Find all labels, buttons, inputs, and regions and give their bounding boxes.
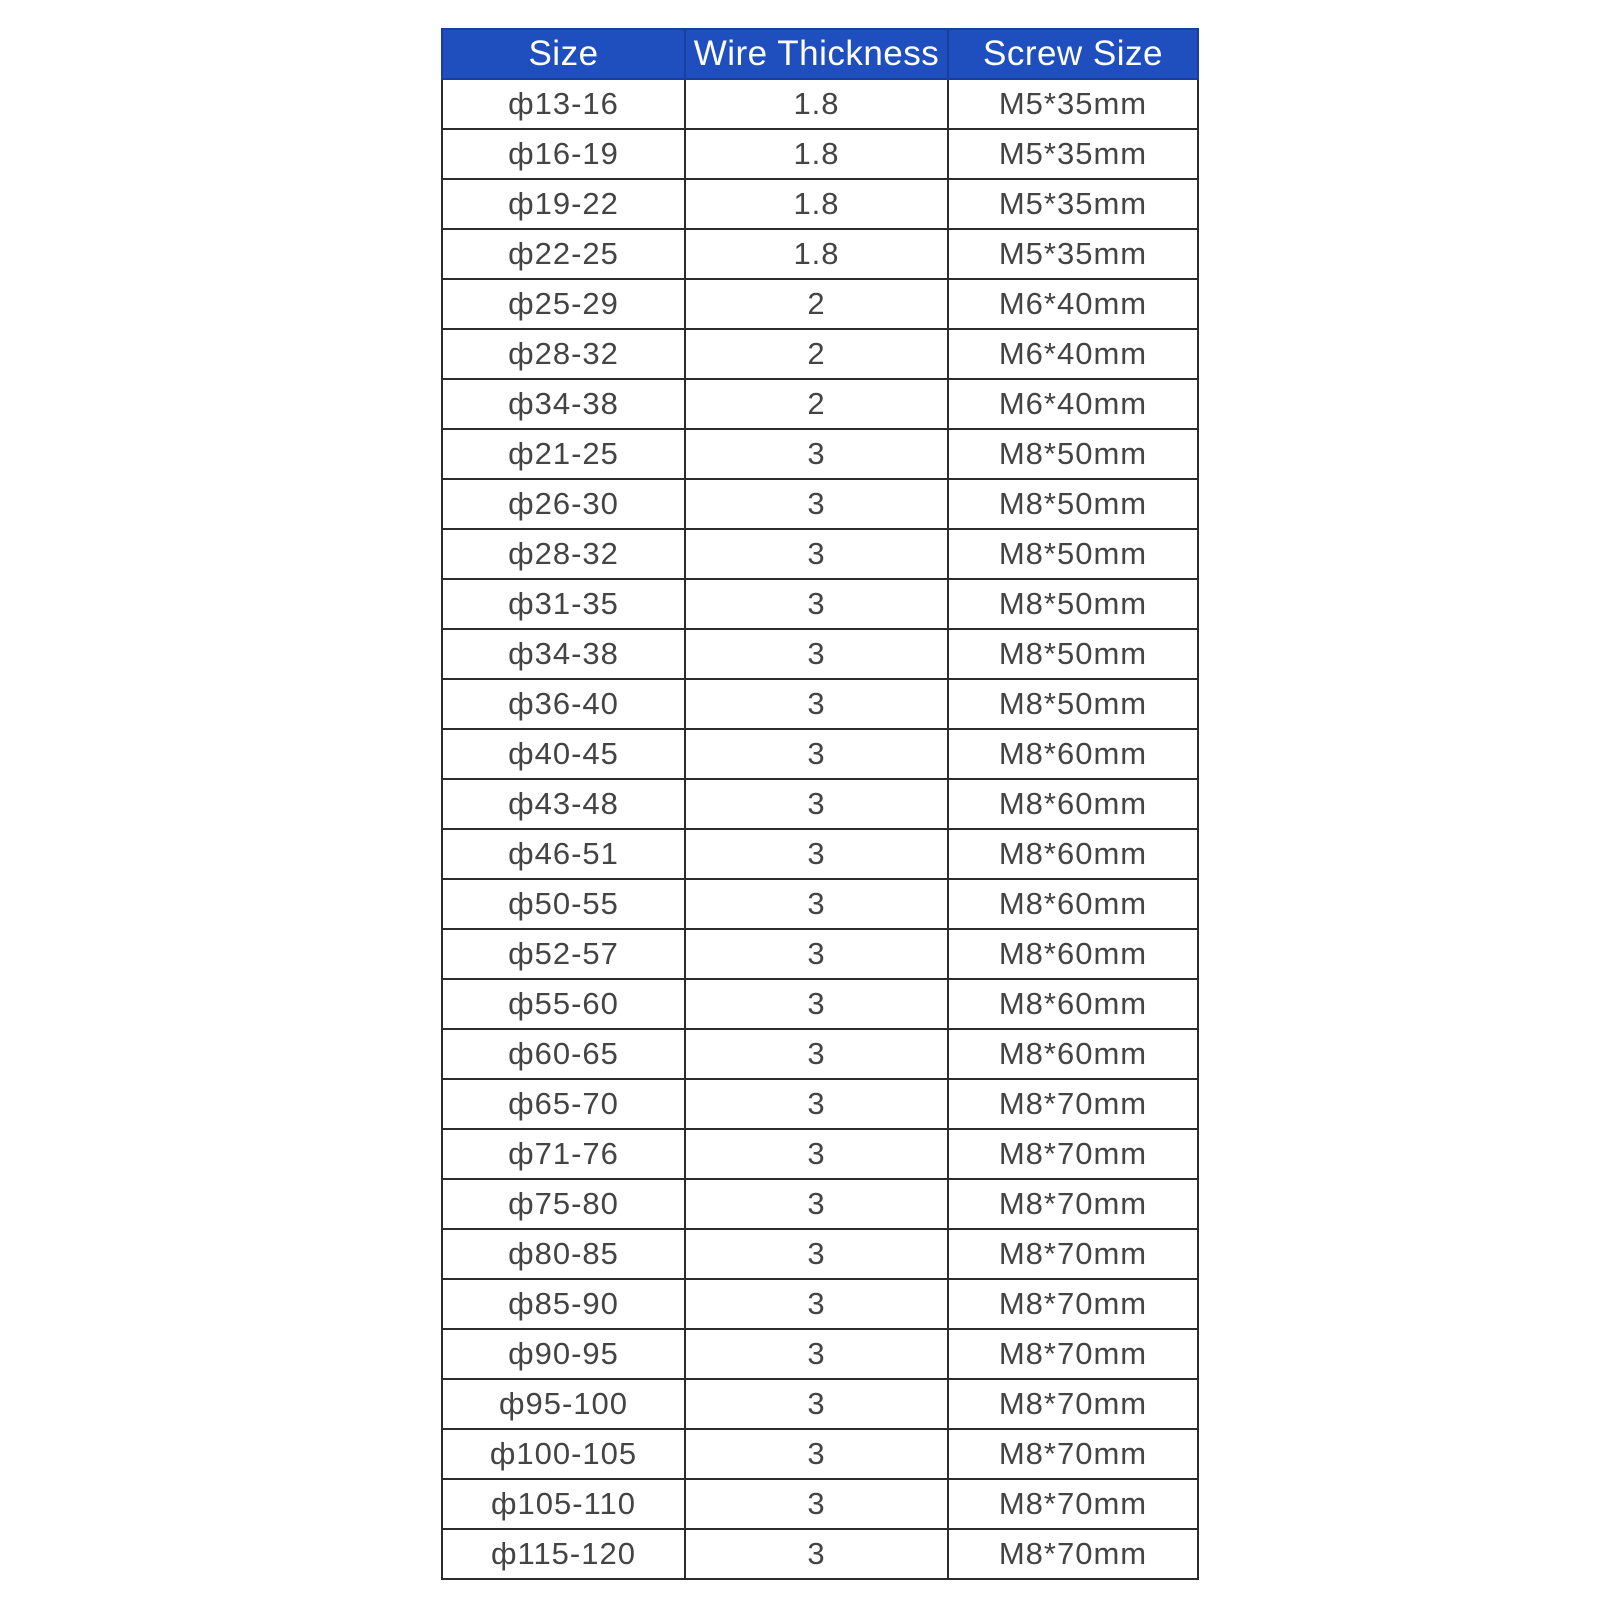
column-header-screw-size: Screw Size (948, 29, 1198, 79)
table-body (442, 79, 1198, 1579)
screw-size-cell: M8*60mm (948, 879, 1198, 929)
screw-size-cell: M8*50mm (948, 629, 1198, 679)
wire-thickness-cell: 3 (685, 629, 948, 679)
wire-thickness-cell: 3 (685, 579, 948, 629)
size-cell: ф46-51 (442, 829, 685, 879)
size-cell: ф71-76 (442, 1129, 685, 1179)
table-row (442, 779, 1198, 829)
wire-thickness-cell: 3 (685, 1479, 948, 1529)
column-header-size: Size (442, 29, 685, 79)
size-cell: ф115-120 (442, 1529, 685, 1579)
size-cell: ф55-60 (442, 979, 685, 1029)
wire-thickness-cell: 3 (685, 1379, 948, 1429)
screw-size-cell: M8*70mm (948, 1079, 1198, 1129)
screw-size-cell: M8*70mm (948, 1279, 1198, 1329)
screw-size-cell: M8*70mm (948, 1379, 1198, 1429)
wire-thickness-cell: 2 (685, 329, 948, 379)
size-cell: ф52-57 (442, 929, 685, 979)
size-cell: ф34-38 (442, 629, 685, 679)
table-row (442, 1529, 1198, 1579)
size-cell: ф16-19 (442, 129, 685, 179)
table-row (442, 1379, 1198, 1429)
wire-thickness-cell: 2 (685, 379, 948, 429)
screw-size-cell: M8*70mm (948, 1529, 1198, 1579)
wire-thickness-cell: 3 (685, 529, 948, 579)
size-cell: ф43-48 (442, 779, 685, 829)
screw-size-cell: M8*70mm (948, 1229, 1198, 1279)
table-row (442, 179, 1198, 229)
size-cell: ф13-16 (442, 79, 685, 129)
table-row (442, 379, 1198, 429)
spec-table (441, 28, 1199, 1580)
screw-size-cell: M8*50mm (948, 679, 1198, 729)
wire-thickness-cell: 1.8 (685, 229, 948, 279)
table-row (442, 529, 1198, 579)
screw-size-cell: M8*70mm (948, 1329, 1198, 1379)
screw-size-cell: M8*60mm (948, 829, 1198, 879)
screw-size-cell: M8*70mm (948, 1479, 1198, 1529)
table-row (442, 1129, 1198, 1179)
screw-size-cell: M8*50mm (948, 579, 1198, 629)
size-cell: ф36-40 (442, 679, 685, 729)
wire-thickness-cell: 3 (685, 1529, 948, 1579)
size-cell: ф21-25 (442, 429, 685, 479)
size-cell: ф28-32 (442, 329, 685, 379)
screw-size-cell: M5*35mm (948, 229, 1198, 279)
wire-thickness-cell: 3 (685, 1429, 948, 1479)
table-row (442, 1029, 1198, 1079)
size-cell: ф25-29 (442, 279, 685, 329)
screw-size-cell: M8*50mm (948, 429, 1198, 479)
table-row (442, 679, 1198, 729)
screw-size-cell: M5*35mm (948, 129, 1198, 179)
size-cell: ф105-110 (442, 1479, 685, 1529)
wire-thickness-cell: 3 (685, 929, 948, 979)
screw-size-cell: M8*70mm (948, 1179, 1198, 1229)
wire-thickness-cell: 3 (685, 1079, 948, 1129)
wire-thickness-cell: 3 (685, 1329, 948, 1379)
screw-size-cell: M8*70mm (948, 1429, 1198, 1479)
wire-thickness-cell: 3 (685, 829, 948, 879)
wire-thickness-cell: 3 (685, 479, 948, 529)
wire-thickness-cell: 1.8 (685, 179, 948, 229)
wire-thickness-cell: 3 (685, 1279, 948, 1329)
wire-thickness-cell: 3 (685, 1229, 948, 1279)
screw-size-cell: M5*35mm (948, 179, 1198, 229)
screw-size-cell: M8*60mm (948, 929, 1198, 979)
wire-thickness-cell: 3 (685, 1179, 948, 1229)
table-row (442, 1079, 1198, 1129)
screw-size-cell: M8*50mm (948, 529, 1198, 579)
table-row (442, 279, 1198, 329)
table-header (442, 29, 1198, 79)
size-cell: ф34-38 (442, 379, 685, 429)
table-row (442, 1429, 1198, 1479)
wire-thickness-cell: 3 (685, 779, 948, 829)
table-row (442, 1279, 1198, 1329)
table-row (442, 1479, 1198, 1529)
size-cell: ф85-90 (442, 1279, 685, 1329)
size-cell: ф50-55 (442, 879, 685, 929)
size-cell: ф22-25 (442, 229, 685, 279)
wire-thickness-cell: 1.8 (685, 129, 948, 179)
size-cell: ф80-85 (442, 1229, 685, 1279)
screw-size-cell: M8*50mm (948, 479, 1198, 529)
table-row (442, 1229, 1198, 1279)
table-row (442, 429, 1198, 479)
table-row (442, 329, 1198, 379)
screw-size-cell: M6*40mm (948, 379, 1198, 429)
screw-size-cell: M8*70mm (948, 1129, 1198, 1179)
table-row (442, 579, 1198, 629)
table-row (442, 229, 1198, 279)
size-cell: ф26-30 (442, 479, 685, 529)
table-row (442, 979, 1198, 1029)
screw-size-cell: M5*35mm (948, 79, 1198, 129)
column-header-wire-thickness: Wire Thickness (685, 29, 948, 79)
size-cell: ф31-35 (442, 579, 685, 629)
screw-size-cell: M8*60mm (948, 1029, 1198, 1079)
table-row (442, 829, 1198, 879)
table-row (442, 79, 1198, 129)
size-cell: ф19-22 (442, 179, 685, 229)
table-row (442, 729, 1198, 779)
table-row (442, 479, 1198, 529)
size-cell: ф40-45 (442, 729, 685, 779)
wire-thickness-cell: 1.8 (685, 79, 948, 129)
table-row (442, 1329, 1198, 1379)
size-cell: ф28-32 (442, 529, 685, 579)
header-row (442, 29, 1198, 79)
wire-thickness-cell: 3 (685, 979, 948, 1029)
size-cell: ф60-65 (442, 1029, 685, 1079)
table-row (442, 629, 1198, 679)
table-row (442, 879, 1198, 929)
wire-thickness-cell: 3 (685, 879, 948, 929)
wire-thickness-cell: 3 (685, 1029, 948, 1079)
wire-thickness-cell: 2 (685, 279, 948, 329)
screw-size-cell: M6*40mm (948, 279, 1198, 329)
size-cell: ф65-70 (442, 1079, 685, 1129)
size-cell: ф90-95 (442, 1329, 685, 1379)
screw-size-cell: M6*40mm (948, 329, 1198, 379)
table-row (442, 929, 1198, 979)
screw-size-cell: M8*60mm (948, 979, 1198, 1029)
wire-thickness-cell: 3 (685, 1129, 948, 1179)
size-cell: ф75-80 (442, 1179, 685, 1229)
screw-size-cell: M8*60mm (948, 779, 1198, 829)
wire-thickness-cell: 3 (685, 679, 948, 729)
screw-size-cell: M8*60mm (948, 729, 1198, 779)
table-row (442, 129, 1198, 179)
wire-thickness-cell: 3 (685, 729, 948, 779)
size-cell: ф100-105 (442, 1429, 685, 1479)
table-row (442, 1179, 1198, 1229)
wire-thickness-cell: 3 (685, 429, 948, 479)
size-cell: ф95-100 (442, 1379, 685, 1429)
